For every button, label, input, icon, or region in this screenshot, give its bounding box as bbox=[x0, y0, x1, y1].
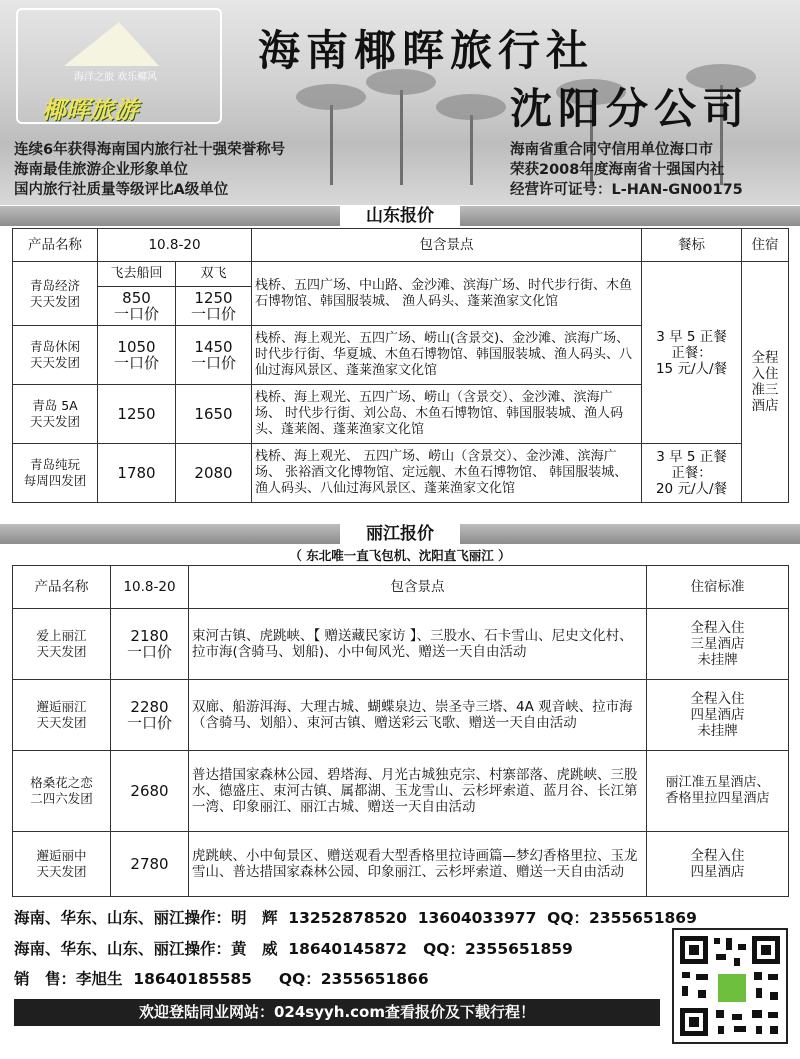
lijiang-section-bar bbox=[0, 524, 800, 544]
col-sights: 包含景点 bbox=[252, 229, 642, 262]
sights: 栈桥、海上观光、 五四广场、崂山（含景交）、金沙滩、滨海广场、 张裕酒文化博物馆、定远舰、木鱼石博物馆、 韩国服装城、渔人码头、八仙过海风景区、蓬莱渔家文化馆 bbox=[252, 444, 642, 503]
meal-standard: 3 早 5 正餐 正餐： 15 元/人/餐 bbox=[642, 262, 742, 444]
price: 2780 bbox=[111, 832, 189, 897]
hotel-standard: 全程入住 三星酒店 未挂牌 bbox=[647, 609, 789, 680]
shandong-section-bar bbox=[0, 206, 800, 226]
sights: 束河古镇、虎跳峡、【 赠送藏民家访 】、三股水、石卡雪山、尼史文化村、拉市海(含骑马、划船)、小中甸风光、赠送一天自由活动 bbox=[189, 609, 647, 680]
page-title: 海南椰晖旅行社 bbox=[258, 26, 595, 75]
license-number: 经营许可证号：L-HAN-GN00175 bbox=[510, 182, 743, 198]
col-meal: 餐标 bbox=[642, 229, 742, 262]
price: 2080 bbox=[176, 444, 252, 503]
product-name: 青岛纯玩 每周四发团 bbox=[13, 444, 98, 503]
price: 2280 一口价 bbox=[111, 680, 189, 751]
col-hotel: 住宿 bbox=[742, 229, 789, 262]
hotel-standard: 丽江准五星酒店、 香格里拉四星酒店 bbox=[647, 751, 789, 832]
col-name: 产品名称 bbox=[13, 229, 98, 262]
contact-line: 海南、华东、山东、丽江操作：明 辉 13252878520 13604033977 QQ：2355651869 bbox=[14, 909, 697, 927]
price: 1450 一口价 bbox=[176, 326, 252, 385]
price: 2180 一口价 bbox=[111, 609, 189, 680]
qr-logo-icon bbox=[716, 972, 748, 1004]
col-name: 产品名称 bbox=[13, 566, 111, 609]
hotel-standard: 全程 入住 准三 酒店 bbox=[742, 262, 789, 503]
shandong-section-title: 山东报价 bbox=[340, 205, 460, 227]
table-row bbox=[13, 444, 789, 503]
contact-line: 销 售：李旭生 18640185585 QQ：2355651866 bbox=[14, 970, 429, 988]
shandong-price-table bbox=[12, 228, 789, 503]
logo-brand: 椰晖旅游 bbox=[42, 95, 138, 124]
honor-line: 海南省重合同守信用单位海口市 bbox=[510, 142, 713, 158]
product-name: 邂逅丽江 天天发团 bbox=[13, 680, 111, 751]
price: 850 一口价 bbox=[98, 287, 176, 326]
col-hotel: 住宿标准 bbox=[647, 566, 789, 609]
col-date: 10.8-20 bbox=[111, 566, 189, 609]
sights: 栈桥、海上观光、五四广场、崂山(含景交)、金沙滩、滨海广场、 时代步行街、华夏城、木鱼石博物馆、韩国服装城、渔人码头、八仙过海风景区、蓬莱渔家文化馆 bbox=[252, 326, 642, 385]
product-name: 格桑花之恋 二四六发团 bbox=[13, 751, 111, 832]
page-subtitle: 沈阳分公司 bbox=[510, 84, 751, 133]
sights: 虎跳峡、小中甸景区、赠送观看大型香格里拉诗画篇—梦幻香格里拉、玉龙雪山、普达措国家森林公园、印象丽江、云杉坪索道、赠送一天自由活动 bbox=[189, 832, 647, 897]
price: 1250 bbox=[98, 385, 176, 444]
product-name: 青岛休闲 天天发团 bbox=[13, 326, 98, 385]
lijiang-price-table bbox=[12, 565, 789, 897]
sub-header: 双飞 bbox=[176, 262, 252, 287]
sights: 栈桥、海上观光、五四广场、崂山（含景交）、金沙滩、滨海广场、 时代步行街、刘公岛、木鱼石博物馆、韩国服装城、渔人码头、蓬莱阁、蓬莱渔家文化馆 bbox=[252, 385, 642, 444]
col-date: 10.8-20 bbox=[98, 229, 252, 262]
table-row bbox=[13, 609, 789, 680]
meal-standard: 3 早 5 正餐 正餐： 20 元/人/餐 bbox=[642, 444, 742, 503]
product-name: 青岛 5A 天天发团 bbox=[13, 385, 98, 444]
table-row bbox=[13, 262, 789, 287]
table-row bbox=[13, 680, 789, 751]
table-header bbox=[13, 229, 789, 262]
qr-code-icon bbox=[672, 928, 788, 1044]
website-banner: 欢迎登陆同业网站：024syyh.com查看报价及下载行程！ bbox=[14, 999, 660, 1026]
col-sights: 包含景点 bbox=[189, 566, 647, 609]
honors-left bbox=[14, 140, 285, 200]
product-name: 青岛经济 天天发团 bbox=[13, 262, 98, 326]
sights: 双廊、船游洱海、大理古城、蝴蝶泉边、崇圣寺三塔、4A 观音峡、拉市海（含骑马、划船）、束河古镇、赠送彩云飞歌、赠送一天自由活动 bbox=[189, 680, 647, 751]
price: 1780 bbox=[98, 444, 176, 503]
honor-line: 国内旅行社质量等级评比A级单位 bbox=[14, 182, 229, 198]
honor-line: 连续6年获得海南国内旅行社十强荣誉称号 bbox=[14, 142, 286, 158]
sights: 普达措国家森林公园、碧塔海、月光古城独克宗、村寨部落、虎跳峡、三股水、德盛庄、束河古镇、属都湖、玉龙雪山、云杉坪索道、蓝月谷、长江第一湾、印象丽江、丽江古城、赠送一天自由活动 bbox=[189, 751, 647, 832]
hotel-standard: 全程入住 四星酒店 未挂牌 bbox=[647, 680, 789, 751]
sail-icon bbox=[64, 22, 159, 66]
price: 2680 bbox=[111, 751, 189, 832]
table-row bbox=[13, 751, 789, 832]
honors-right bbox=[510, 140, 743, 200]
lijiang-subtitle: （ 东北唯一直飞包机、沈阳直飞丽江 ） bbox=[289, 548, 511, 563]
contact-line: 海南、华东、山东、丽江操作：黄 威 18640145872 QQ：2355651859 bbox=[14, 940, 573, 958]
price: 1050 一口价 bbox=[98, 326, 176, 385]
sub-header: 飞去船回 bbox=[98, 262, 176, 287]
sights: 栈桥、五四广场、中山路、金沙滩、滨海广场、时代步行街、木鱼石博物馆、韩国服装城、 渔人码头、蓬莱渔家文化馆 bbox=[252, 262, 642, 326]
company-logo bbox=[16, 8, 222, 124]
logo-tagline: 海洋之旅 欢乐椰风 bbox=[74, 72, 158, 83]
price: 1250 一口价 bbox=[176, 287, 252, 326]
hotel-standard: 全程入住 四星酒店 bbox=[647, 832, 789, 897]
table-row bbox=[13, 832, 789, 897]
table-header bbox=[13, 566, 789, 609]
product-name: 邂逅丽中 天天发团 bbox=[13, 832, 111, 897]
product-name: 爱上丽江 天天发团 bbox=[13, 609, 111, 680]
price: 1650 bbox=[176, 385, 252, 444]
honor-line: 海南最佳旅游企业形象单位 bbox=[14, 162, 188, 178]
honor-line: 荣获2008年度海南省十强国内社 bbox=[510, 162, 725, 178]
lijiang-section-title: 丽江报价 bbox=[340, 523, 460, 545]
